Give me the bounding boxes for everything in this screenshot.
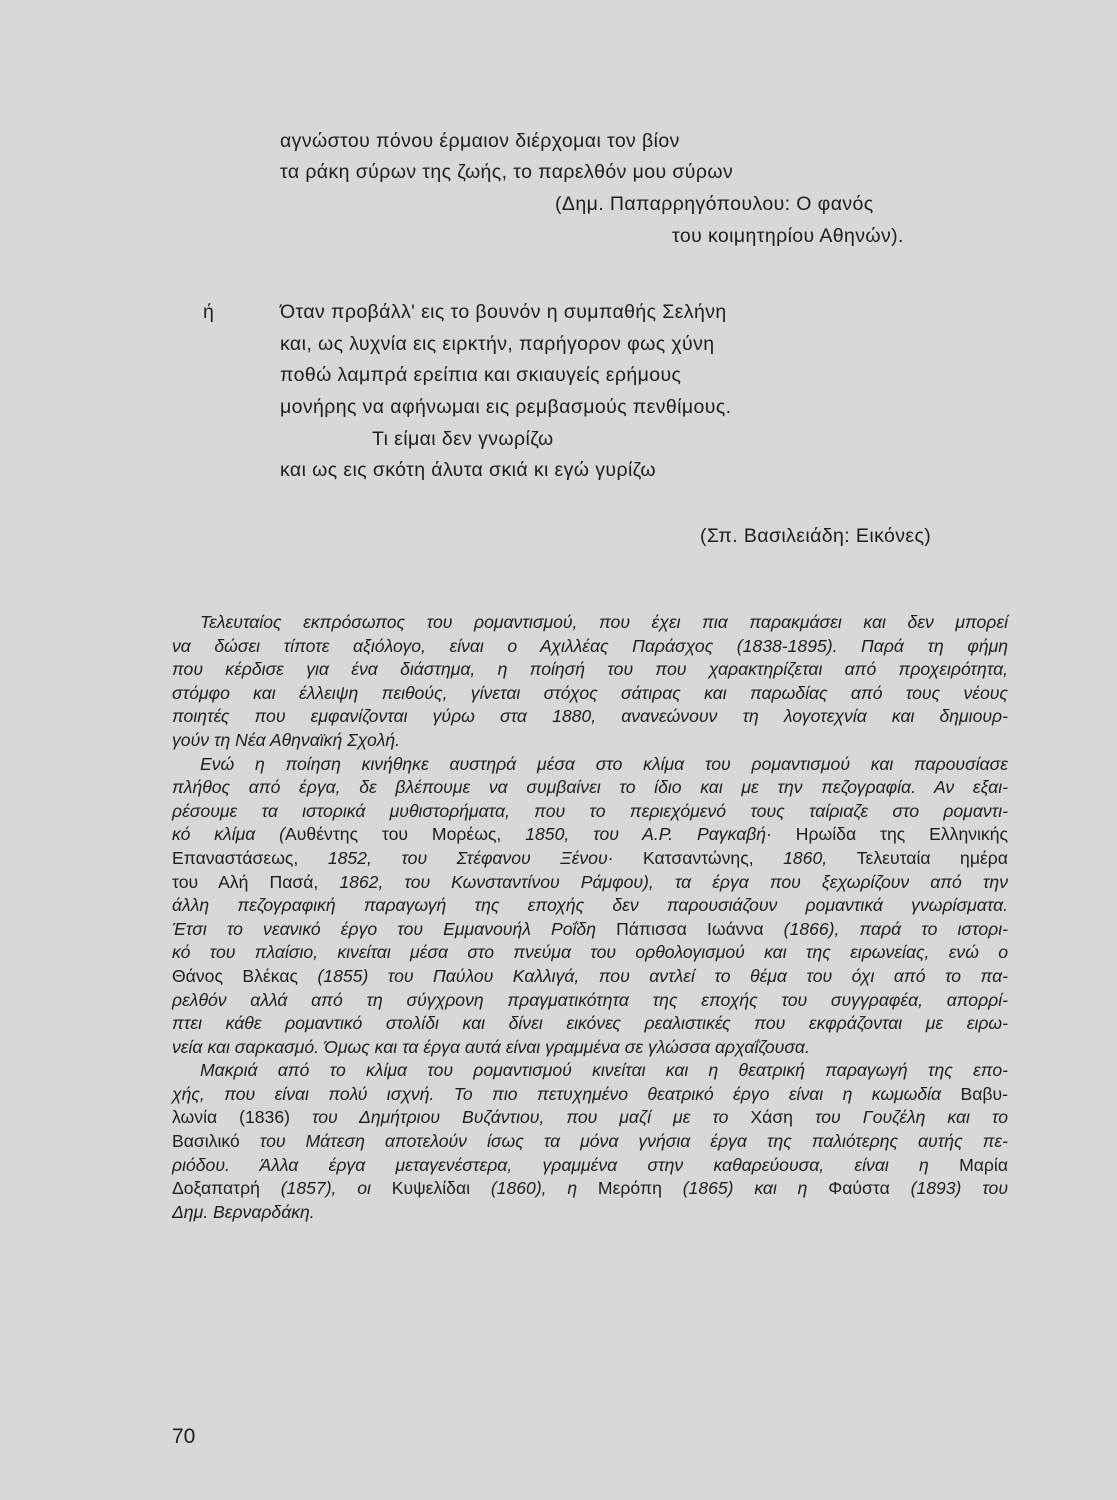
italic-text: χής, που είναι πολύ ισχνή. Το πιο πετυχημένο θεατρικό έργο είναι η κωμωδία bbox=[172, 1083, 961, 1104]
italic-text: Έτσι το νεανικό έργο του Εμμανουήλ Ροΐδη bbox=[172, 918, 617, 939]
text-line bbox=[172, 682, 1008, 706]
poem-marker: ή bbox=[203, 301, 215, 323]
title-text: Δοξαπατρή bbox=[172, 1178, 281, 1199]
text-line bbox=[172, 776, 1008, 800]
text-line bbox=[172, 800, 1008, 824]
poem-line: μονήρης να αφήνωμαι εις ρεμβασμούς πενθίμους. bbox=[280, 396, 732, 418]
italic-text: του Δημήτριου Βυζάντιου, που μαζί με το bbox=[311, 1107, 751, 1128]
poem-line: Όταν προβάλλ' εις το βουνόν η συμπαθής Σελήνη bbox=[280, 301, 727, 323]
text-line bbox=[172, 1130, 1008, 1154]
italic-text: του Μάτεση αποτελούν ίσως τα μόνα γνήσια έργα της παλιότερης αυτής πε- bbox=[259, 1131, 1008, 1152]
text-line bbox=[172, 753, 1008, 777]
italic-text: στόμφο και έλλειψη πειθούς, γίνεται στόχος σάτιρας και παρωδίας από τους νέους bbox=[172, 682, 1008, 703]
poem-line: ποθώ λαμπρά ερείπια και σκιαυγείς ερήμους bbox=[280, 364, 682, 386]
title-text: Κατσαντώνης, bbox=[642, 847, 784, 868]
italic-text: ποιητές που εμφανίζονται γύρω στα 1880, ανανεώνουν τη λογοτεχνία και δημιουρ- bbox=[172, 706, 1008, 727]
poem-attribution: του κοιμητηρίου Αθηνών). bbox=[672, 225, 904, 247]
italic-text: κό κλίμα ( bbox=[172, 824, 286, 845]
text-line bbox=[172, 989, 1008, 1013]
italic-text: (1857), οι bbox=[280, 1178, 392, 1199]
title-text: Επαναστάσεως, bbox=[172, 847, 328, 868]
text-line bbox=[172, 823, 1008, 847]
italic-text: (1866), παρά το ιστορι- bbox=[783, 918, 1009, 939]
text-line bbox=[172, 1154, 1008, 1178]
text-line bbox=[172, 918, 1008, 942]
text-line bbox=[172, 965, 1008, 989]
italic-text: 1850, του Α.Ρ. Ραγκαβή· bbox=[525, 824, 796, 845]
title-text: Βασιλικό bbox=[172, 1131, 260, 1152]
text-line bbox=[172, 1106, 1008, 1130]
italic-text: Δημ. Βερναρδάκη. bbox=[172, 1201, 315, 1222]
title-text: Τελευταία ημέρα bbox=[856, 847, 1008, 868]
title-text: Θάνος Βλέκας bbox=[172, 965, 318, 986]
italic-text: (1865) και η bbox=[682, 1178, 829, 1199]
title-text: Πάπισσα Ιωάννα bbox=[616, 918, 784, 939]
poem-attribution: (Δημ. Παπαρρηγόπουλου: Ο φανός bbox=[555, 193, 874, 215]
title-text: Μαρία bbox=[959, 1154, 1008, 1175]
text-line bbox=[172, 941, 1008, 965]
text-line bbox=[172, 1036, 1008, 1060]
title-text: Βαβυ- bbox=[960, 1083, 1008, 1104]
title-text: Φαύστα bbox=[828, 1178, 911, 1199]
italic-text: (1893) του bbox=[910, 1178, 1008, 1199]
title-text: Ηρωίδα της Ελληνικής bbox=[795, 824, 1008, 845]
italic-text: Μακριά από το κλίμα του ρομαντισμού κινείται και η θεατρική παραγωγή της επο- bbox=[200, 1060, 1008, 1081]
italic-text: του Γουζέλη και το bbox=[814, 1107, 1008, 1128]
text-line bbox=[172, 1083, 1008, 1107]
italic-text: ρέσουμε τα ιστορικά μυθιστορήματα, που το περιεχόμενό τους ταίριαζε στο ρομαντι- bbox=[172, 800, 1008, 821]
title-text: Αυθέντης του Μορέως, bbox=[285, 824, 526, 845]
poem-line: τα ράκη σύρων της ζωής, το παρελθόν μου σύρων bbox=[280, 161, 734, 183]
text-line bbox=[172, 1012, 1008, 1036]
body-text bbox=[172, 611, 1008, 1224]
poem-line: και ως εις σκότη άλυτα σκιά κι εγώ γυρίζω bbox=[280, 459, 656, 481]
text-line bbox=[172, 871, 1008, 895]
italic-text: 1852, του Στέφανου Ξένου· bbox=[327, 847, 643, 868]
italic-text: να δώσει τίποτε αξιόλογο, είναι ο Αχιλλέας Παράσχος (1838-1895). Παρά τη φήμη bbox=[172, 635, 1008, 656]
poem-attribution: (Σπ. Βασιλειάδη: Εικόνες) bbox=[700, 525, 932, 547]
italic-text: (1860), η bbox=[490, 1178, 598, 1199]
text-line bbox=[172, 658, 1008, 682]
text-line bbox=[172, 705, 1008, 729]
italic-text: κό του πλαίσιο, κινείται μέσα στο πνεύμα του ορθολογισμού και της ειρωνείας, ενώ ο bbox=[172, 942, 1008, 963]
title-text: του Αλή Πασά, bbox=[172, 871, 340, 892]
title-text: λωνία (1836) bbox=[172, 1107, 312, 1128]
italic-text: ριόδου. Άλλα έργα μεταγενέστερα, γραμμένα στην καθαρεύουσα, είναι η bbox=[172, 1154, 960, 1175]
italic-text: 1860, bbox=[783, 847, 857, 868]
text-line bbox=[172, 847, 1008, 871]
italic-text: (1855) του Παύλου Καλλιγά, που αντλεί το θέμα του όχι από το πα- bbox=[317, 965, 1008, 986]
text-line bbox=[172, 1177, 1008, 1201]
poem-line: Τι είμαι δεν γνωρίζω bbox=[372, 428, 554, 450]
text-line bbox=[172, 1059, 1008, 1083]
italic-text: Τελευταίος εκπρόσωπος του ρομαντισμού, που έχει πια παρακμάσει και δεν μπορεί bbox=[200, 612, 1008, 632]
italic-text: πτει κάθε ρομαντικό στολίδι και δίνει εικόνες ρεαλιστικές που εκφράζονται με ειρω- bbox=[172, 1013, 1008, 1034]
title-text: Χάση bbox=[750, 1107, 815, 1128]
italic-text: άλλη πεζογραφική παραγωγή της εποχής δεν παρουσιάζουν ρομαντικά γνωρίσματα. bbox=[172, 895, 1008, 916]
italic-text: πλήθος από έργα, δε βλέπουμε να συμβαίνει το ίδιο και με την πεζογραφία. Αν εξαι- bbox=[172, 777, 1008, 798]
italic-text: που κέρδισε για ένα διάστημα, η ποίησή του που χαρακτηρίζεται από προχειρότητα, bbox=[172, 659, 1008, 680]
text-line bbox=[172, 894, 1008, 918]
text-line bbox=[172, 611, 1008, 635]
text-line bbox=[172, 635, 1008, 659]
italic-text: Ενώ η ποίηση κινήθηκε αυστηρά μέσα στο κλίμα του ρομαντισμού και παρουσίασε bbox=[200, 753, 1008, 774]
text-line bbox=[172, 729, 1008, 753]
poem-line: αγνώστου πόνου έρμαιον διέρχομαι τον βίον bbox=[280, 130, 680, 152]
poem-line: και, ως λυχνία εις ειρκτήν, παρήγορον φως χύνη bbox=[280, 333, 715, 355]
italic-text: γούν τη Νέα Αθηναϊκή Σχολή. bbox=[172, 729, 401, 750]
text-line bbox=[172, 1201, 1008, 1225]
italic-text: νεία και σαρκασμό. Όμως και τα έργα αυτά είναι γραμμένα σε γλώσσα αρχαΐζουσα. bbox=[172, 1036, 810, 1057]
title-text: Κυψελίδαι bbox=[391, 1178, 491, 1199]
page-number: 70 bbox=[172, 1425, 196, 1448]
italic-text: 1862, του Κωνσταντίνου Ράμφου), τα έργα που ξεχωρίζουν από την bbox=[339, 871, 1008, 892]
italic-text: ρελθόν αλλά από τη σύγχρονη πραγματικότητα της εποχής του συγγραφέα, απορρί- bbox=[172, 989, 1008, 1010]
title-text: Μερόπη bbox=[597, 1178, 683, 1199]
